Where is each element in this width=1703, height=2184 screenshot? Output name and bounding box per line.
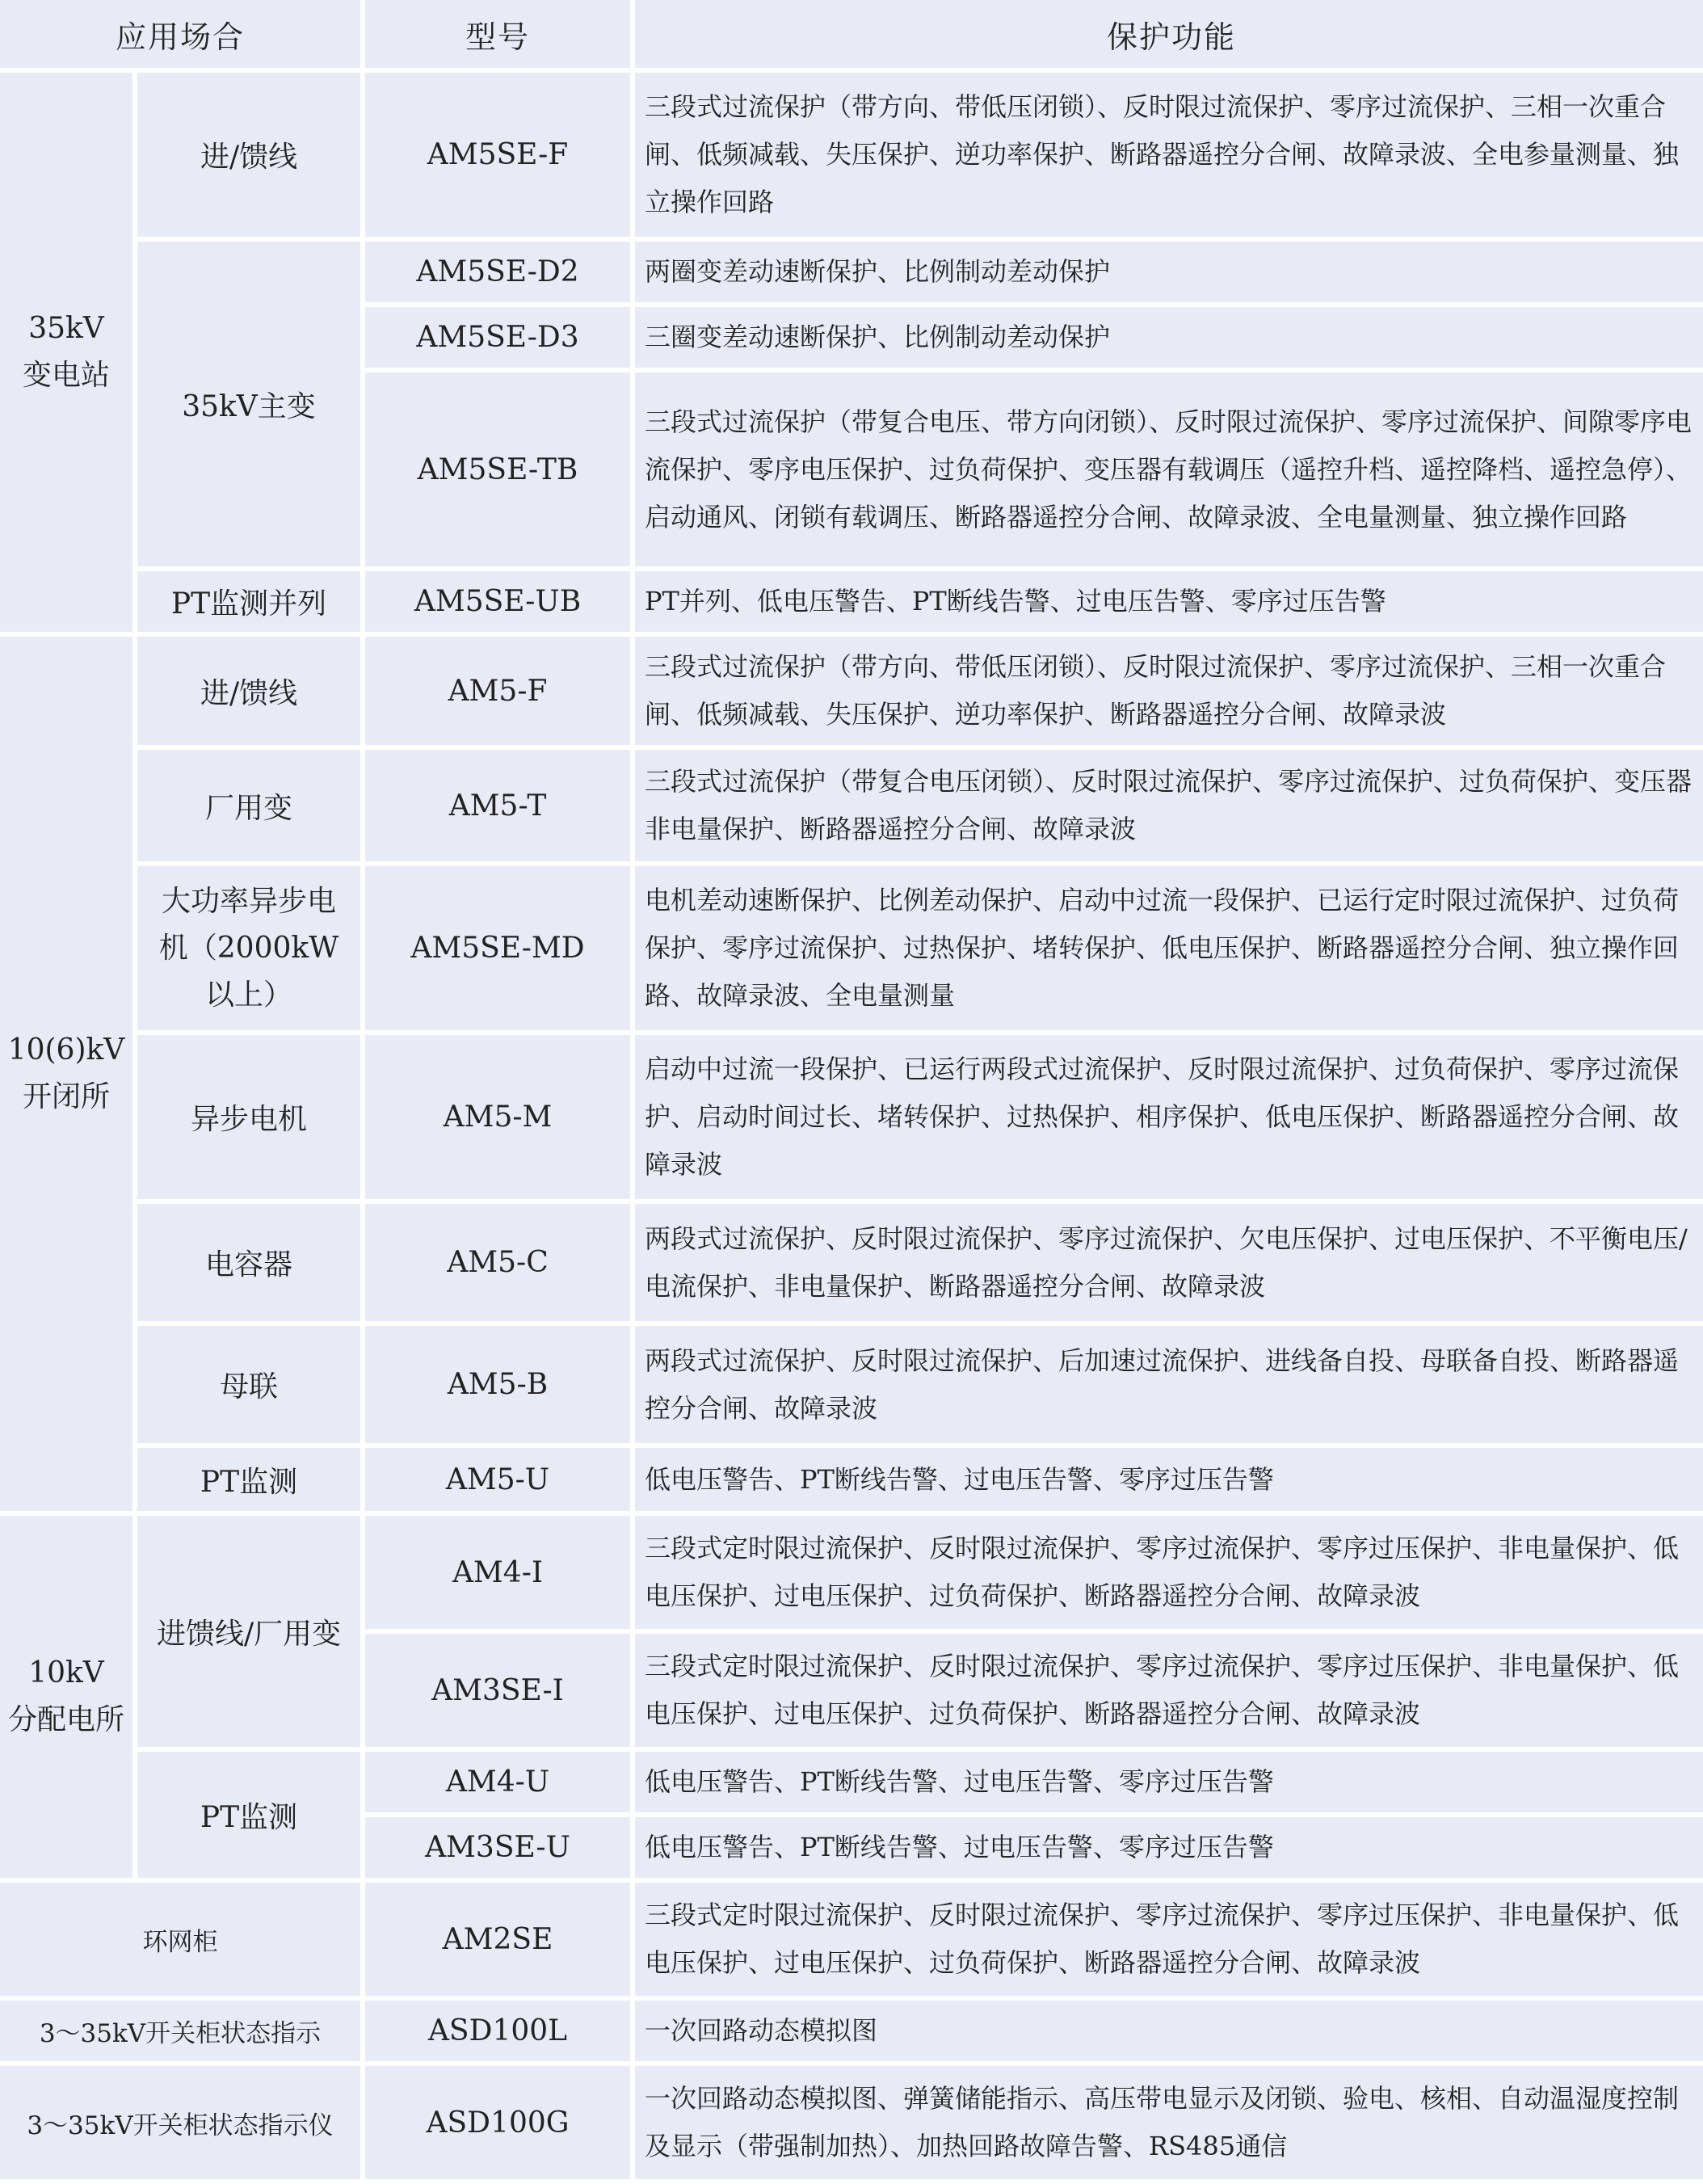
table-row xyxy=(0,750,1703,861)
table-row xyxy=(0,1516,1703,1629)
group-label: 10kV 分配电所 xyxy=(0,1516,132,1878)
function-cell: 低电压警告、PT断线告警、过电压告警、零序过压告警 xyxy=(635,1448,1703,1511)
sub-label: 电容器 xyxy=(137,1204,360,1321)
header-model: 型号 xyxy=(365,0,630,68)
model-cell: AM5-F xyxy=(365,637,630,745)
function-cell: 三段式定时限过流保护、反时限过流保护、零序过流保护、零序过压保护、非电量保护、低电压保护、过电压保护、过负荷保护、断路器遥控分合闸、故障录波 xyxy=(635,1634,1703,1747)
model-cell: AM3SE-I xyxy=(365,1634,630,1747)
sub-label: 3～35kV开关柜状态指示仪 xyxy=(0,2066,360,2179)
function-cell: 三段式定时限过流保护、反时限过流保护、零序过流保护、零序过压保护、非电量保护、低电压保护、过电压保护、过负荷保护、断路器遥控分合闸、故障录波 xyxy=(635,1516,1703,1629)
model-cell: AM5-T xyxy=(365,750,630,861)
sub-label: 进/馈线 xyxy=(137,637,360,745)
model-cell: AM5-M xyxy=(365,1035,630,1199)
table-row xyxy=(0,1035,1703,1199)
function-cell: 三圈变差动速断保护、比例制动差动保护 xyxy=(635,307,1703,368)
sub-label: 异步电机 xyxy=(137,1035,360,1199)
header-scenario: 应用场合 xyxy=(0,0,360,68)
function-cell: 电机差动速断保护、比例差动保护、启动中过流一段保护、已运行定时限过流保护、过负荷保护、零序过流保护、过热保护、堵转保护、低电压保护、断路器遥控分合闸、独立操作回路、故障录波、全电量测量 xyxy=(635,866,1703,1030)
function-cell: 两段式过流保护、反时限过流保护、零序过流保护、欠电压保护、过电压保护、不平衡电压/电流保护、非电量保护、断路器遥控分合闸、故障录波 xyxy=(635,1204,1703,1321)
table-row xyxy=(0,2001,1703,2061)
function-cell: PT并列、低电压警告、PT断线告警、过电压告警、零序过压告警 xyxy=(635,571,1703,632)
group-label: 35kV 变电站 xyxy=(0,73,132,632)
model-cell: AM5SE-D3 xyxy=(365,307,630,368)
model-cell: AM5-U xyxy=(365,1448,630,1511)
model-cell: AM5SE-UB xyxy=(365,571,630,632)
table-row xyxy=(0,1326,1703,1443)
sub-label: 进馈线/厂用变 xyxy=(137,1516,360,1747)
sub-label: 大功率异步电机（2000kW以上） xyxy=(137,866,360,1030)
function-cell: 三段式过流保护（带方向、带低压闭锁）、反时限过流保护、零序过流保护、三相一次重合闸、低频减载、失压保护、逆功率保护、断路器遥控分合闸、故障录波、全电参量测量、独立操作回路 xyxy=(635,73,1703,237)
table-row xyxy=(0,1204,1703,1321)
group-label: 10(6)kV 开闭所 xyxy=(0,637,132,1511)
sub-label: PT监测 xyxy=(137,1752,360,1878)
function-cell: 两圈变差动速断保护、比例制动差动保护 xyxy=(635,242,1703,302)
sub-label: PT监测并列 xyxy=(137,571,360,632)
sub-label: 进/馈线 xyxy=(137,73,360,237)
function-cell: 一次回路动态模拟图、弹簧储能指示、高压带电显示及闭锁、验电、核相、自动温湿度控制及显示（带强制加热）、加热回路故障告警、RS485通信 xyxy=(635,2066,1703,2179)
model-cell: ASD100L xyxy=(365,2001,630,2061)
model-cell: AM5-B xyxy=(365,1326,630,1443)
header-row xyxy=(0,0,1703,68)
model-cell: AM5SE-F xyxy=(365,73,630,237)
model-cell: ASD100G xyxy=(365,2066,630,2179)
sub-label: 3～35kV开关柜状态指示 xyxy=(0,2001,360,2061)
function-cell: 三段式过流保护（带方向、带低压闭锁）、反时限过流保护、零序过流保护、三相一次重合闸、低频减载、失压保护、逆功率保护、断路器遥控分合闸、故障录波 xyxy=(635,637,1703,745)
model-cell: AM4-I xyxy=(365,1516,630,1629)
model-cell: AM5SE-TB xyxy=(365,372,630,566)
function-cell: 低电压警告、PT断线告警、过电压告警、零序过压告警 xyxy=(635,1752,1703,1812)
table-row xyxy=(0,1448,1703,1511)
sub-label: 35kV主变 xyxy=(137,242,360,566)
model-cell: AM5-C xyxy=(365,1204,630,1321)
function-cell: 两段式过流保护、反时限过流保护、后加速过流保护、进线备自投、母联备自投、断路器遥控分合闸、故障录波 xyxy=(635,1326,1703,1443)
model-cell: AM5SE-MD xyxy=(365,866,630,1030)
table-row xyxy=(0,866,1703,1030)
table-row xyxy=(0,73,1703,237)
sub-label: 环网柜 xyxy=(0,1883,360,1996)
model-cell: AM2SE xyxy=(365,1883,630,1996)
function-cell: 三段式过流保护（带复合电压、带方向闭锁）、反时限过流保护、零序过流保护、间隙零序电流保护、零序电压保护、过负荷保护、变压器有载调压（遥控升档、遥控降档、遥控急停）、启动通风、闭锁有载调压、断路器遥控分合闸、故障录波、全电量测量、独立操作回路 xyxy=(635,372,1703,566)
function-cell: 一次回路动态模拟图 xyxy=(635,2001,1703,2061)
function-cell: 三段式定时限过流保护、反时限过流保护、零序过流保护、零序过压保护、非电量保护、低电压保护、过电压保护、过负荷保护、断路器遥控分合闸、故障录波 xyxy=(635,1883,1703,1996)
table-row xyxy=(0,571,1703,632)
function-cell: 启动中过流一段保护、已运行两段式过流保护、反时限过流保护、过负荷保护、零序过流保护、启动时间过长、堵转保护、过热保护、相序保护、低电压保护、断路器遥控分合闸、故障录波 xyxy=(635,1035,1703,1199)
function-cell: 三段式过流保护（带复合电压闭锁）、反时限过流保护、零序过流保护、过负荷保护、变压器非电量保护、断路器遥控分合闸、故障录波 xyxy=(635,750,1703,861)
function-cell: 低电压警告、PT断线告警、过电压告警、零序过压告警 xyxy=(635,1817,1703,1878)
table-row xyxy=(0,2066,1703,2179)
table-row xyxy=(0,242,1703,302)
model-cell: AM4-U xyxy=(365,1752,630,1812)
sub-label: 母联 xyxy=(137,1326,360,1443)
model-cell: AM5SE-D2 xyxy=(365,242,630,302)
model-cell: AM3SE-U xyxy=(365,1817,630,1878)
header-function: 保护功能 xyxy=(635,0,1703,68)
sub-label: PT监测 xyxy=(137,1448,360,1511)
table-row xyxy=(0,637,1703,745)
table-row xyxy=(0,1883,1703,1996)
table-row xyxy=(0,1752,1703,1812)
sub-label: 厂用变 xyxy=(137,750,360,861)
